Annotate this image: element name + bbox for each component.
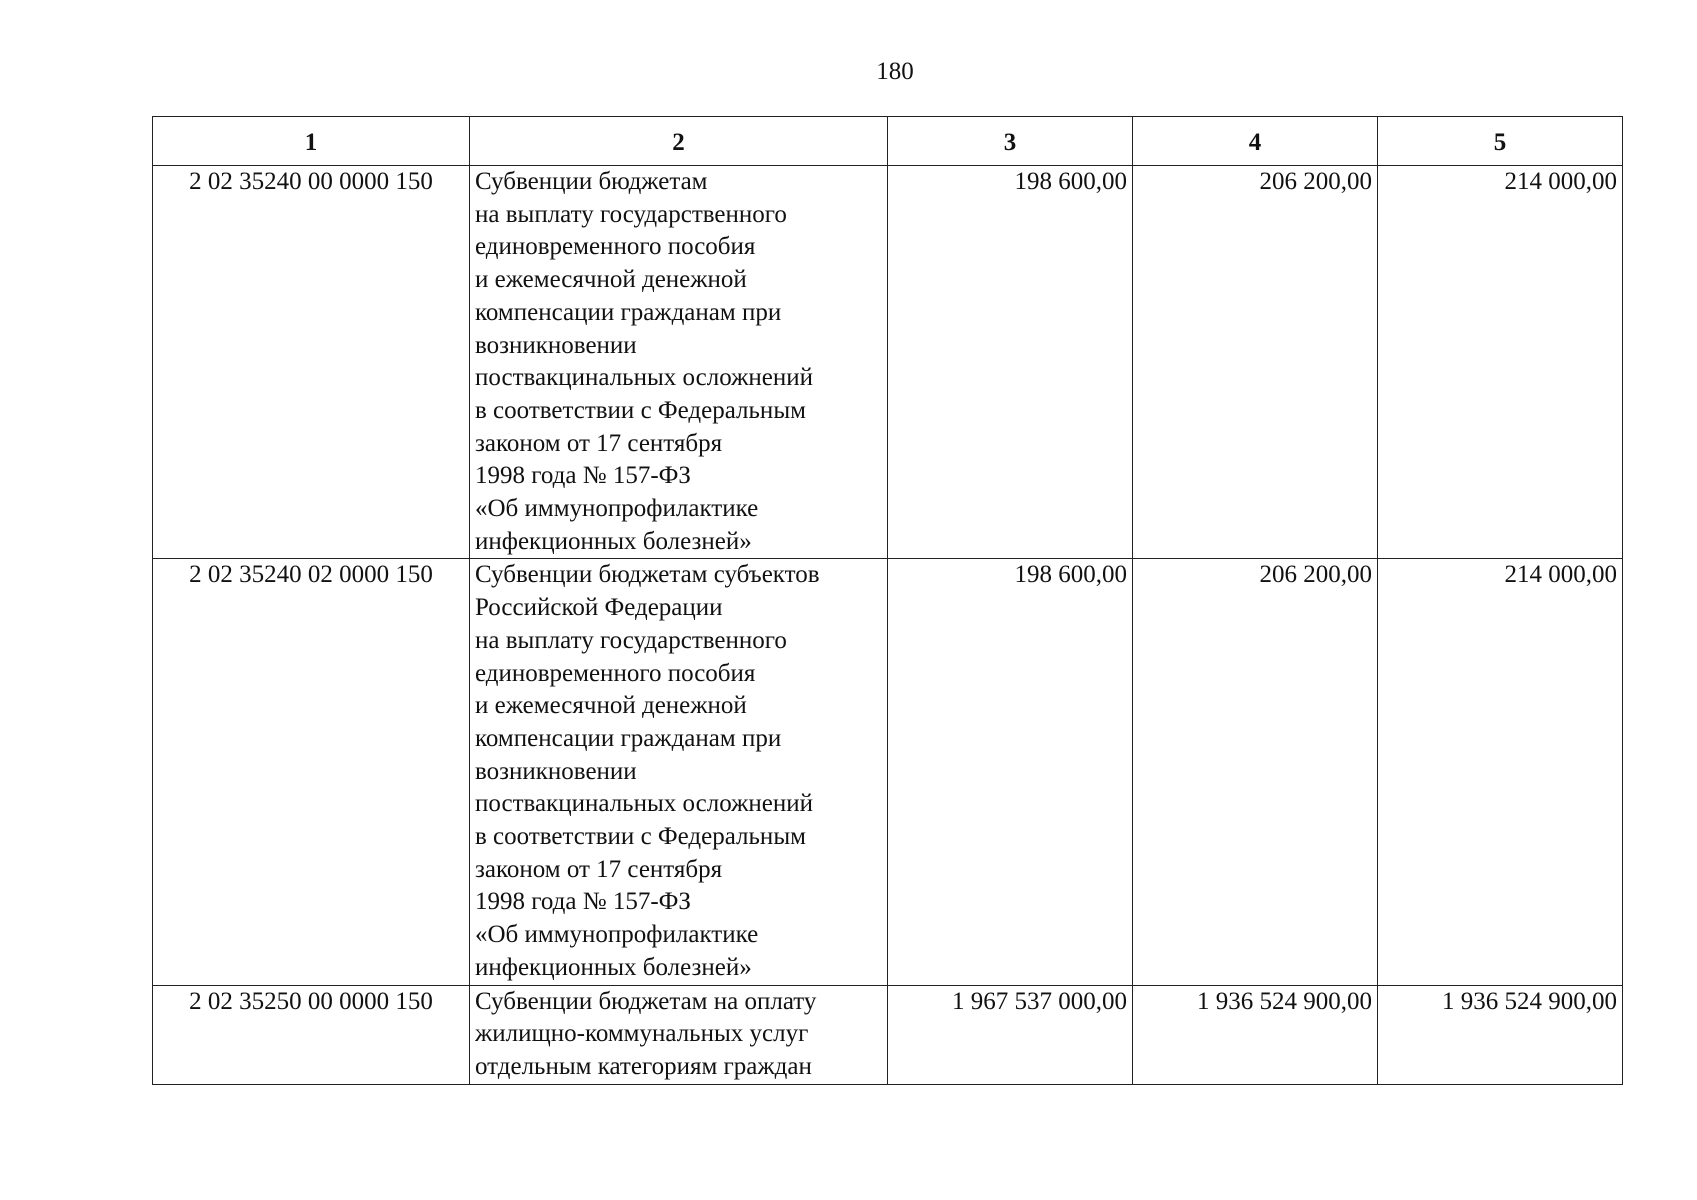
budget-table [152, 116, 1623, 1085]
revenue-name-cell: Субвенции бюджетам на выплату государственного единовременного пособия и ежемесячной денежной компенсации гражданам при возникновении поствакцинальных осложнений в соответствии с Федеральным законом от 17 сентября 1998 года № 157-ФЗ «Об иммунопрофилактике инфекционных болезней» [470, 166, 888, 559]
column-header-4: 4 [1133, 117, 1378, 166]
table-row [153, 559, 1623, 985]
amount-col4-cell: 206 200,00 [1133, 166, 1378, 559]
amount-col3-cell: 198 600,00 [888, 166, 1133, 559]
budget-code-cell: 2 02 35240 00 0000 150 [153, 166, 470, 559]
budget-code-cell: 2 02 35250 00 0000 150 [153, 985, 470, 1084]
amount-col4-cell: 1 936 524 900,00 [1133, 985, 1378, 1084]
amount-col3-cell: 198 600,00 [888, 559, 1133, 985]
amount-col4-cell: 206 200,00 [1133, 559, 1378, 985]
column-header-2: 2 [470, 117, 888, 166]
page-number: 180 [876, 58, 914, 85]
revenue-name-cell: Субвенции бюджетам на оплату жилищно-коммунальных услуг отдельным категориям граждан [470, 985, 888, 1084]
amount-col5-cell: 214 000,00 [1378, 559, 1623, 985]
budget-code-cell: 2 02 35240 02 0000 150 [153, 559, 470, 985]
amount-col3-cell: 1 967 537 000,00 [888, 985, 1133, 1084]
table-header-row [153, 117, 1623, 166]
table-row [153, 985, 1623, 1084]
table-row [153, 166, 1623, 559]
column-header-3: 3 [888, 117, 1133, 166]
amount-col5-cell: 214 000,00 [1378, 166, 1623, 559]
column-header-5: 5 [1378, 117, 1623, 166]
column-header-1: 1 [153, 117, 470, 166]
revenue-name-cell: Субвенции бюджетам субъектов Российской Федерации на выплату государственного единовременного пособия и ежемесячной денежной компенсации гражданам при возникновении поствакцинальных осложнений в соответствии с Федеральным законом от 17 сентября 1998 года № 157-ФЗ «Об иммунопрофилактике инфекционных болезней» [470, 559, 888, 985]
amount-col5-cell: 1 936 524 900,00 [1378, 985, 1623, 1084]
